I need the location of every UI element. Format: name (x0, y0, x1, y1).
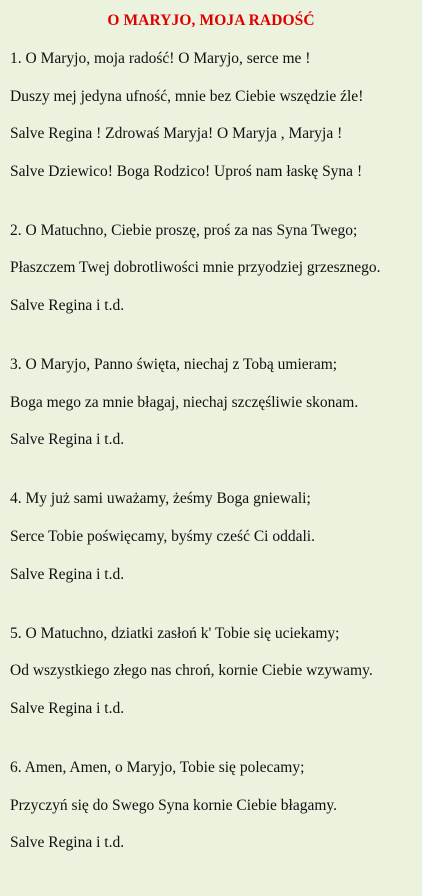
stanza-1-line-1: 1. O Maryjo, moja radość! O Maryjo, serce me ! (10, 50, 311, 67)
stanza-6-line-3: Salve Regina i t.d. (10, 834, 125, 851)
stanza-4-line-2: Serce Tobie poświęcamy, byśmy cześć Ci oddali. (10, 528, 315, 545)
stanza-6-line-2: Przyczyń się do Swego Syna kornie Ciebie błagamy. (10, 797, 338, 814)
stanza-4-line-3: Salve Regina i t.d. (10, 566, 125, 583)
stanza-5-line-3: Salve Regina i t.d. (10, 700, 125, 717)
stanza-4-line-1: 4. My już sami uważamy, żeśmy Boga gniewali; (10, 490, 311, 507)
stanza-3-line-2: Boga mego za mnie błagaj, niechaj szczęśliwie skonam. (10, 394, 359, 411)
stanza-1-line-2: Duszy mej jedyna ufność, mnie bez Ciebie wszędzie źle! (10, 88, 364, 105)
stanza-2-line-2: Płaszczem Twej dobrotliwości mnie przyodziej grzesznego. (10, 259, 381, 276)
stanza-5-line-2: Od wszystkiego złego nas chroń, kornie Ciebie wzywamy. (10, 662, 373, 679)
stanza-1-line-3: Salve Regina ! Zdrowaś Maryja! O Maryja , Maryja ! (10, 125, 343, 142)
stanza-1-line-4: Salve Dziewico! Boga Rodzico! Uproś nam łaskę Syna ! (10, 163, 363, 180)
song-title: O MARYJO, MOJA RADOŚĆ (107, 12, 315, 29)
stanza-3-line-1: 3. O Maryjo, Panno święta, niechaj z Tobą umieram; (10, 356, 338, 373)
stanza-2-line-1: 2. O Matuchno, Ciebie proszę, proś za nas Syna Twego; (10, 222, 358, 239)
stanza-2-line-3: Salve Regina i t.d. (10, 297, 125, 314)
stanza-5-line-1: 5. O Matuchno, dziatki zasłoń k' Tobie się uciekamy; (10, 625, 340, 642)
stanza-3-line-3: Salve Regina i t.d. (10, 431, 125, 448)
stanza-6-line-1: 6. Amen, Amen, o Maryjo, Tobie się polecamy; (10, 759, 305, 776)
